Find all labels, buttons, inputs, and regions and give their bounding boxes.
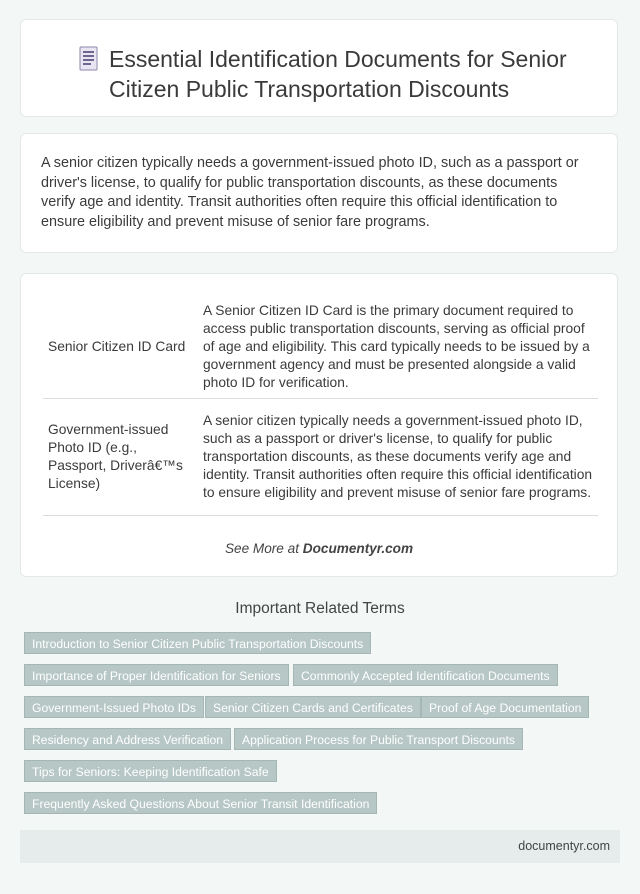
related-tag[interactable]: Frequently Asked Questions About Senior Transit Identification bbox=[24, 792, 377, 814]
related-tag[interactable]: Government-Issued Photo IDs bbox=[24, 696, 204, 718]
page-title: Essential Identification Documents for Senior Citizen Public Transportation Discounts bbox=[109, 46, 567, 102]
header-card bbox=[20, 19, 618, 117]
related-tag[interactable]: Importance of Proper Identification for Seniors bbox=[24, 664, 289, 686]
description-cell: A senior citizen typically needs a government-issued photo ID, such as a passport or driver's license, to qualify for public transportation discounts, as these documents verify age and identity. Transit authorities often require this official identification to ensure eligibility and prevent misuse of senior fare programs. bbox=[193, 399, 598, 516]
related-tag[interactable]: Commonly Accepted Identification Documents bbox=[293, 664, 558, 686]
footer-site-link[interactable]: documentyr.com bbox=[518, 839, 610, 853]
table-row bbox=[43, 399, 598, 516]
related-tag[interactable]: Introduction to Senior Citizen Public Transportation Discounts bbox=[24, 632, 371, 654]
documents-table-card bbox=[20, 273, 618, 577]
table-row bbox=[43, 296, 598, 399]
related-tag[interactable]: Proof of Age Documentation bbox=[421, 696, 589, 718]
related-tag[interactable]: Residency and Address Verification bbox=[24, 728, 231, 750]
related-terms-heading: Important Related Terms bbox=[235, 600, 405, 617]
intro-card bbox=[20, 133, 618, 253]
footer-bar bbox=[20, 830, 620, 863]
description-cell: A Senior Citizen ID Card is the primary document required to access public transportation discounts, serving as official proof of age and eligibility. This card typically needs to be issued by a government agency and must be presented alongside a valid photo ID for verification. bbox=[193, 296, 598, 399]
documents-table bbox=[43, 296, 598, 516]
related-tag[interactable]: Tips for Seniors: Keeping Identification Safe bbox=[24, 760, 277, 782]
see-more-site: Documentyr.com bbox=[302, 541, 414, 556]
term-cell: Government-issued Photo ID (e.g., Passport, Driverâ€™s License) bbox=[43, 399, 193, 516]
see-more-link[interactable] bbox=[21, 541, 617, 556]
document-list-icon bbox=[77, 45, 101, 73]
intro-text: A senior citizen typically needs a government-issued photo ID, such as a passport or driver's license, to qualify for public transportation discounts, as these documents verify age and identity. Transit authorities often require this official identification to ensure eligibility and prevent misuse of senior fare programs. bbox=[41, 155, 579, 230]
see-more-prefix: See More at bbox=[224, 541, 303, 556]
related-tag[interactable]: Application Process for Public Transport Discounts bbox=[234, 728, 523, 750]
related-tag[interactable]: Senior Citizen Cards and Certificates bbox=[205, 696, 421, 718]
term-cell: Senior Citizen ID Card bbox=[43, 296, 193, 399]
